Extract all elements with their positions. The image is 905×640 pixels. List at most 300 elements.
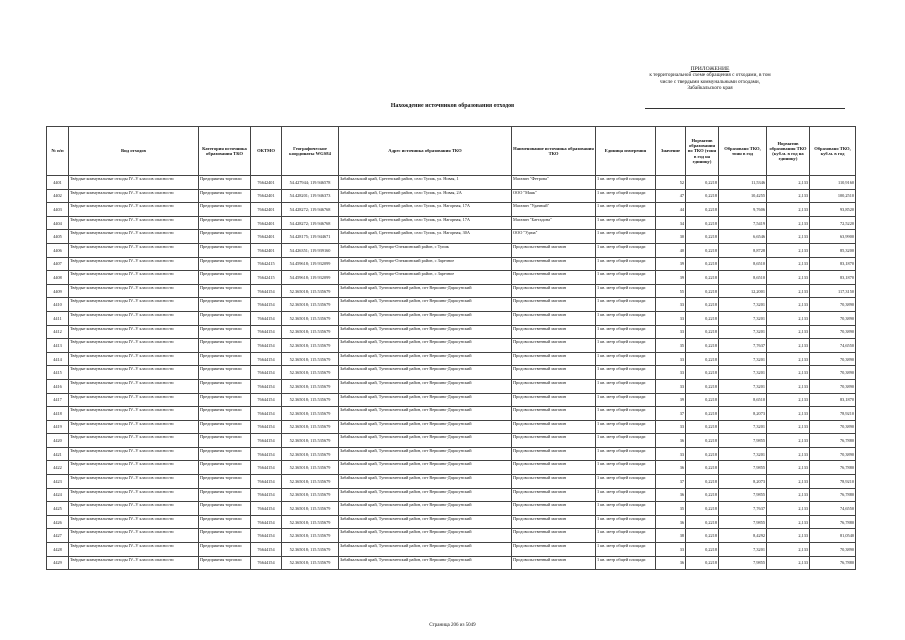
source-name-cell: Продовольственный магазин [512, 379, 596, 393]
category-cell: Предприятия торговли [199, 339, 251, 353]
category-cell: Предприятия торговли [199, 543, 251, 557]
waste-type-cell: Твёрдые коммунальные отходы IV–V классов опасности [69, 271, 199, 285]
norm-cell: 0,2218 [686, 298, 719, 312]
volume-t-cell: 7,3201 [719, 352, 767, 366]
norm-cell: 0,2218 [686, 352, 719, 366]
oktmo-cell: 76644154 [251, 325, 282, 339]
value-cell: 55 [656, 284, 686, 298]
table-row [47, 515, 856, 529]
address-cell: Забайкальский край, Тунгокоченский район, пгт Вершино-Дарасунский [339, 339, 512, 353]
volume-m3-cell: 78,9210 [810, 475, 856, 489]
volume-m3-cell: 70,3890 [810, 366, 856, 380]
header-value: Значение [656, 127, 686, 176]
waste-sources-table-wrapper [46, 126, 855, 570]
volume-t-cell: 7,3201 [719, 311, 767, 325]
norm-m3-cell: 2,133 [767, 434, 810, 448]
appendix-title: ПРИЛОЖЕНИЕ [690, 66, 730, 72]
coords-cell: 52.365018; 115.535679 [282, 502, 339, 516]
address-cell: Забайкальский край, Сретенский район, село Тупик, ул. Нагорная, 17А [339, 216, 512, 230]
table-row [47, 230, 856, 244]
row-number: 4405 [47, 230, 69, 244]
norm-cell: 0,2218 [686, 271, 719, 285]
norm-m3-cell: 2,133 [767, 515, 810, 529]
value-cell: 38 [656, 529, 686, 543]
volume-t-cell: 8,6510 [719, 257, 767, 271]
row-number: 4402 [47, 189, 69, 203]
coords-cell: 52.365018; 115.535679 [282, 339, 339, 353]
norm-m3-cell: 2,133 [767, 284, 810, 298]
coords-cell: 54.428175; 119.944671 [282, 230, 339, 244]
norm-m3-cell: 2,133 [767, 407, 810, 421]
norm-m3-cell: 2,133 [767, 325, 810, 339]
category-cell: Предприятия торговли [199, 366, 251, 380]
norm-m3-cell: 2,133 [767, 420, 810, 434]
waste-type-cell: Твёрдые коммунальные отходы IV–V классов опасности [69, 475, 199, 489]
header-category: Категория источника образования ТКО [199, 127, 251, 176]
row-number: 4408 [47, 271, 69, 285]
unit-cell: 1 кв. метр общей площади [596, 339, 656, 353]
oktmo-cell: 76644154 [251, 311, 282, 325]
table-header-row [47, 127, 856, 176]
value-cell: 35 [656, 339, 686, 353]
norm-cell: 0,2218 [686, 230, 719, 244]
unit-cell: 1 кв. метр общей площади [596, 284, 656, 298]
table-row [47, 556, 856, 570]
norm-m3-cell: 2,133 [767, 176, 810, 190]
category-cell: Предприятия торговли [199, 325, 251, 339]
oktmo-cell: 76642415 [251, 271, 282, 285]
appendix-block [575, 66, 845, 92]
volume-m3-cell: 76,7880 [810, 515, 856, 529]
value-cell: 36 [656, 488, 686, 502]
oktmo-cell: 76644154 [251, 284, 282, 298]
volume-t-cell: 7,9855 [719, 556, 767, 570]
value-cell: 34 [656, 216, 686, 230]
value-cell: 33 [656, 543, 686, 557]
oktmo-cell: 76644154 [251, 543, 282, 557]
waste-type-cell: Твёрдые коммунальные отходы IV–V классов опасности [69, 230, 199, 244]
category-cell: Предприятия торговли [199, 189, 251, 203]
volume-m3-cell: 72,5220 [810, 216, 856, 230]
volume-t-cell: 7,9855 [719, 488, 767, 502]
row-number: 4427 [47, 529, 69, 543]
table-row [47, 434, 856, 448]
coords-cell: 52.365018; 115.535679 [282, 515, 339, 529]
category-cell: Предприятия торговли [199, 488, 251, 502]
source-name-cell: Продовольственный магазин [512, 407, 596, 421]
oktmo-cell: 76644154 [251, 339, 282, 353]
volume-t-cell: 7,3201 [719, 543, 767, 557]
oktmo-cell: 76644154 [251, 379, 282, 393]
volume-m3-cell: 76,7880 [810, 461, 856, 475]
norm-m3-cell: 2,133 [767, 257, 810, 271]
waste-type-cell: Твёрдые коммунальные отходы IV–V классов опасности [69, 529, 199, 543]
unit-cell: 1 кв. метр общей площади [596, 366, 656, 380]
waste-type-cell: Твёрдые коммунальные отходы IV–V классов опасности [69, 447, 199, 461]
unit-cell: 1 кв. метр общей площади [596, 434, 656, 448]
source-name-cell: Продовольственный магазин [512, 298, 596, 312]
norm-cell: 0,2218 [686, 243, 719, 257]
norm-cell: 0,2218 [686, 434, 719, 448]
address-cell: Забайкальский край, Тунгокоченский район, пгт Вершино-Дарасунский [339, 379, 512, 393]
source-name-cell: Магазин "Баттадона" [512, 216, 596, 230]
norm-m3-cell: 2,133 [767, 543, 810, 557]
address-cell: Забайкальский край, Тунгокоченский район, пгт Вершино-Дарасунский [339, 420, 512, 434]
coords-cell: 54.428272; 119.946768 [282, 203, 339, 217]
unit-cell: 1 кв. метр общей площади [596, 379, 656, 393]
header-oktmo: ОКТМО [251, 127, 282, 176]
oktmo-cell: 76644154 [251, 502, 282, 516]
coords-cell: 52.365018; 115.535679 [282, 325, 339, 339]
value-cell: 33 [656, 298, 686, 312]
table-row [47, 488, 856, 502]
unit-cell: 1 кв. метр общей площади [596, 447, 656, 461]
header-unit: Единица измерения [596, 127, 656, 176]
coords-cell: 52.365018; 115.535679 [282, 407, 339, 421]
source-name-cell: Продовольственный магазин [512, 488, 596, 502]
volume-m3-cell: 117,3150 [810, 284, 856, 298]
volume-m3-cell: 83,1870 [810, 393, 856, 407]
norm-m3-cell: 2,133 [767, 461, 810, 475]
address-cell: Забайкальский край, Тунгокоченский район, пгт Вершино-Дарасунский [339, 284, 512, 298]
row-number: 4401 [47, 176, 69, 190]
value-cell: 33 [656, 311, 686, 325]
oktmo-cell: 76642401 [251, 189, 282, 203]
table-row [47, 257, 856, 271]
table-row [47, 475, 856, 489]
table-row [47, 461, 856, 475]
row-number: 4410 [47, 298, 69, 312]
volume-m3-cell: 93,8520 [810, 203, 856, 217]
volume-t-cell: 8,2073 [719, 407, 767, 421]
table-row [47, 447, 856, 461]
waste-type-cell: Твёрдые коммунальные отходы IV–V классов опасности [69, 434, 199, 448]
coords-cell: 52.365018; 115.535679 [282, 366, 339, 380]
row-number: 4424 [47, 488, 69, 502]
source-name-cell: Продовольственный магазин [512, 352, 596, 366]
source-name-cell: ООО "Маяк" [512, 189, 596, 203]
volume-m3-cell: 110,9160 [810, 176, 856, 190]
oktmo-cell: 76644154 [251, 298, 282, 312]
address-cell: Забайкальский край, Тунгиро-Олекминский район, с Тупик [339, 243, 512, 257]
volume-t-cell: 7,9855 [719, 515, 767, 529]
volume-t-cell: 12,2001 [719, 284, 767, 298]
volume-t-cell: 7,7637 [719, 502, 767, 516]
value-cell: 37 [656, 475, 686, 489]
address-cell: Забайкальский край, Тунгокоченский район, пгт Вершино-Дарасунский [339, 556, 512, 570]
norm-m3-cell: 2,133 [767, 379, 810, 393]
row-number: 4411 [47, 311, 69, 325]
address-cell: Забайкальский край, Тунгокоченский район, пгт Вершино-Дарасунский [339, 529, 512, 543]
value-cell: 47 [656, 189, 686, 203]
category-cell: Предприятия торговли [199, 502, 251, 516]
row-number: 4419 [47, 420, 69, 434]
volume-t-cell: 7,3201 [719, 325, 767, 339]
category-cell: Предприятия торговли [199, 475, 251, 489]
row-number: 4429 [47, 556, 69, 570]
waste-type-cell: Твёрдые коммунальные отходы IV–V классов опасности [69, 393, 199, 407]
category-cell: Предприятия торговли [199, 176, 251, 190]
volume-t-cell: 11,5346 [719, 176, 767, 190]
coords-cell: 52.365018; 115.535679 [282, 543, 339, 557]
header-norm: Норматив образования по ТКО (тонн в год на единицу) [686, 127, 719, 176]
waste-type-cell: Твёрдые коммунальные отходы IV–V классов опасности [69, 311, 199, 325]
table-row [47, 284, 856, 298]
volume-m3-cell: 70,3890 [810, 543, 856, 557]
unit-cell: 1 кв. метр общей площади [596, 543, 656, 557]
address-cell: Забайкальский край, Сретенский район, село Тупик, ул. Нагорная, 17А [339, 203, 512, 217]
volume-m3-cell: 70,3890 [810, 298, 856, 312]
source-name-cell: Продовольственный магазин [512, 339, 596, 353]
category-cell: Предприятия торговли [199, 230, 251, 244]
appendix-line: числе с твердыми коммунальными отходами, [659, 78, 760, 85]
waste-type-cell: Твёрдые коммунальные отходы IV–V классов опасности [69, 488, 199, 502]
norm-cell: 0,2218 [686, 543, 719, 557]
waste-type-cell: Твёрдые коммунальные отходы IV–V классов опасности [69, 352, 199, 366]
volume-t-cell: 9,7606 [719, 203, 767, 217]
oktmo-cell: 76644154 [251, 352, 282, 366]
volume-m3-cell: 70,3890 [810, 325, 856, 339]
row-number: 4414 [47, 352, 69, 366]
norm-m3-cell: 2,133 [767, 339, 810, 353]
coords-cell: 54.459618; 119.932099 [282, 271, 339, 285]
waste-type-cell: Твёрдые коммунальные отходы IV–V классов опасности [69, 203, 199, 217]
volume-m3-cell: 76,7880 [810, 556, 856, 570]
coords-cell: 52.365018; 115.535679 [282, 311, 339, 325]
address-cell: Забайкальский край, Тунгокоченский район, пгт Вершино-Дарасунский [339, 298, 512, 312]
norm-m3-cell: 2,133 [767, 502, 810, 516]
norm-cell: 0,2218 [686, 311, 719, 325]
category-cell: Предприятия торговли [199, 529, 251, 543]
volume-t-cell: 7,9855 [719, 461, 767, 475]
coords-cell: 52.365018; 115.535679 [282, 461, 339, 475]
norm-m3-cell: 2,133 [767, 298, 810, 312]
value-cell: 36 [656, 434, 686, 448]
source-name-cell: Магазин "Удачный" [512, 203, 596, 217]
header-address: Адрес источника образования ТКО [339, 127, 512, 176]
norm-cell: 0,2218 [686, 529, 719, 543]
volume-m3-cell: 70,3890 [810, 447, 856, 461]
source-name-cell: Магазин "Фетрова" [512, 176, 596, 190]
table-row [47, 407, 856, 421]
oktmo-cell: 76644154 [251, 366, 282, 380]
table-row [47, 420, 856, 434]
value-cell: 33 [656, 420, 686, 434]
oktmo-cell: 76644154 [251, 420, 282, 434]
norm-m3-cell: 2,133 [767, 271, 810, 285]
norm-m3-cell: 2,133 [767, 475, 810, 489]
coords-cell: 52.365018; 115.535679 [282, 475, 339, 489]
address-cell: Забайкальский край, Тунгокоченский район, пгт Вершино-Дарасунский [339, 447, 512, 461]
oktmo-cell: 76642401 [251, 243, 282, 257]
category-cell: Предприятия торговли [199, 461, 251, 475]
norm-m3-cell: 2,133 [767, 529, 810, 543]
value-cell: 37 [656, 407, 686, 421]
row-number: 4418 [47, 407, 69, 421]
norm-m3-cell: 2,133 [767, 393, 810, 407]
row-number: 4416 [47, 379, 69, 393]
row-number: 4404 [47, 216, 69, 230]
unit-cell: 1 кв. метр общей площади [596, 393, 656, 407]
value-cell: 39 [656, 271, 686, 285]
waste-type-cell: Твёрдые коммунальные отходы IV–V классов опасности [69, 366, 199, 380]
value-cell: 33 [656, 325, 686, 339]
waste-type-cell: Твёрдые коммунальные отходы IV–V классов опасности [69, 420, 199, 434]
category-cell: Предприятия торговли [199, 284, 251, 298]
waste-type-cell: Твёрдые коммунальные отходы IV–V классов опасности [69, 556, 199, 570]
waste-type-cell: Твёрдые коммунальные отходы IV–V классов опасности [69, 339, 199, 353]
unit-cell: 1 кв. метр общей площади [596, 420, 656, 434]
volume-m3-cell: 81,0540 [810, 529, 856, 543]
unit-cell: 1 кв. метр общей площади [596, 352, 656, 366]
table-row [47, 366, 856, 380]
table-row [47, 325, 856, 339]
norm-cell: 0,2218 [686, 176, 719, 190]
source-name-cell: Продовольственный магазин [512, 325, 596, 339]
header-norm-m3: Норматив образования ТКО (куб.м. в год на единицу) [767, 127, 810, 176]
table-row [47, 243, 856, 257]
norm-cell: 0,2218 [686, 502, 719, 516]
address-cell: Забайкальский край, Тунгокоченский район, пгт Вершино-Дарасунский [339, 366, 512, 380]
header-type: Вид отходов [69, 127, 199, 176]
unit-cell: 1 кв. метр общей площади [596, 407, 656, 421]
waste-type-cell: Твёрдые коммунальные отходы IV–V классов опасности [69, 407, 199, 421]
norm-m3-cell: 2,133 [767, 230, 810, 244]
norm-cell: 0,2218 [686, 393, 719, 407]
unit-cell: 1 кв. метр общей площади [596, 488, 656, 502]
volume-t-cell: 7,5419 [719, 216, 767, 230]
coords-cell: 54.459618; 119.932099 [282, 257, 339, 271]
header-n: № п/п [47, 127, 69, 176]
volume-m3-cell: 85,3200 [810, 243, 856, 257]
category-cell: Предприятия торговли [199, 407, 251, 421]
unit-cell: 1 кв. метр общей площади [596, 529, 656, 543]
category-cell: Предприятия торговли [199, 434, 251, 448]
waste-type-cell: Твёрдые коммунальные отходы IV–V классов опасности [69, 284, 199, 298]
row-number: 4428 [47, 543, 69, 557]
waste-sources-table [46, 126, 856, 570]
coords-cell: 52.365018; 115.535679 [282, 284, 339, 298]
unit-cell: 1 кв. метр общей площади [596, 298, 656, 312]
unit-cell: 1 кв. метр общей площади [596, 243, 656, 257]
volume-t-cell: 6,6546 [719, 230, 767, 244]
address-cell: Забайкальский край, Тунгокоченский район, пгт Вершино-Дарасунский [339, 502, 512, 516]
table-row [47, 379, 856, 393]
norm-m3-cell: 2,133 [767, 556, 810, 570]
unit-cell: 1 кв. метр общей площади [596, 556, 656, 570]
norm-cell: 0,2218 [686, 515, 719, 529]
volume-t-cell: 7,3201 [719, 420, 767, 434]
page-title: Нахождение источников образования отходов [390, 103, 515, 109]
oktmo-cell: 76644154 [251, 434, 282, 448]
row-number: 4421 [47, 447, 69, 461]
waste-type-cell: Твёрдые коммунальные отходы IV–V классов опасности [69, 216, 199, 230]
oktmo-cell: 76642401 [251, 216, 282, 230]
norm-cell: 0,2218 [686, 339, 719, 353]
address-cell: Забайкальский край, Сретенский район, село Тупик, ул. Новая, 2А [339, 189, 512, 203]
waste-type-cell: Твёрдые коммунальные отходы IV–V классов опасности [69, 515, 199, 529]
source-name-cell: Продовольственный магазин [512, 461, 596, 475]
address-cell: Забайкальский край, Тунгокоченский район, пгт Вершино-Дарасунский [339, 325, 512, 339]
unit-cell: 1 кв. метр общей площади [596, 176, 656, 190]
volume-t-cell: 7,3201 [719, 366, 767, 380]
coords-cell: 52.365018; 115.535679 [282, 379, 339, 393]
address-cell: Забайкальский край, Тунгокоченский район, пгт Вершино-Дарасунский [339, 461, 512, 475]
norm-cell: 0,2218 [686, 189, 719, 203]
waste-type-cell: Твёрдые коммунальные отходы IV–V классов опасности [69, 243, 199, 257]
volume-m3-cell: 76,7880 [810, 488, 856, 502]
unit-cell: 1 кв. метр общей площади [596, 502, 656, 516]
norm-m3-cell: 2,133 [767, 216, 810, 230]
oktmo-cell: 76644154 [251, 393, 282, 407]
source-name-cell: Продовольственный магазин [512, 475, 596, 489]
coords-cell: 52.365018; 115.535679 [282, 420, 339, 434]
table-row [47, 393, 856, 407]
unit-cell: 1 кв. метр общей площади [596, 461, 656, 475]
volume-m3-cell: 74,6550 [810, 502, 856, 516]
volume-m3-cell: 74,6550 [810, 339, 856, 353]
unit-cell: 1 кв. метр общей площади [596, 203, 656, 217]
unit-cell: 1 кв. метр общей площади [596, 216, 656, 230]
category-cell: Предприятия торговли [199, 393, 251, 407]
source-name-cell: Продовольственный магазин [512, 529, 596, 543]
source-name-cell: ООО "Удача" [512, 230, 596, 244]
category-cell: Предприятия торговли [199, 556, 251, 570]
source-name-cell: Продовольственный магазин [512, 447, 596, 461]
waste-type-cell: Твёрдые коммунальные отходы IV–V классов опасности [69, 189, 199, 203]
unit-cell: 1 кв. метр общей площади [596, 230, 656, 244]
volume-t-cell: 10,4255 [719, 189, 767, 203]
row-number: 4409 [47, 284, 69, 298]
unit-cell: 1 кв. метр общей площади [596, 325, 656, 339]
oktmo-cell: 76642415 [251, 257, 282, 271]
norm-cell: 0,2218 [686, 366, 719, 380]
norm-m3-cell: 2,133 [767, 366, 810, 380]
table-row [47, 339, 856, 353]
row-number: 4417 [47, 393, 69, 407]
volume-t-cell: 8,2073 [719, 475, 767, 489]
norm-m3-cell: 2,133 [767, 311, 810, 325]
row-number: 4412 [47, 325, 69, 339]
source-name-cell: Продовольственный магазин [512, 366, 596, 380]
volume-m3-cell: 70,3890 [810, 352, 856, 366]
value-cell: 52 [656, 176, 686, 190]
value-cell: 39 [656, 257, 686, 271]
address-cell: Забайкальский край, Тунгокоченский район, пгт Вершино-Дарасунский [339, 407, 512, 421]
table-row [47, 298, 856, 312]
row-number: 4407 [47, 257, 69, 271]
value-cell: 30 [656, 230, 686, 244]
coords-cell: 52.365018; 115.535679 [282, 434, 339, 448]
appendix-line: к территориальной схеме обращения с отходами, в том [649, 72, 771, 79]
oktmo-cell: 76644154 [251, 515, 282, 529]
coords-cell: 52.365018; 115.535679 [282, 447, 339, 461]
header-volume-m3: Образовано ТКО, куб.м. в год [810, 127, 856, 176]
value-cell: 36 [656, 556, 686, 570]
waste-type-cell: Твёрдые коммунальные отходы IV–V классов опасности [69, 543, 199, 557]
volume-m3-cell: 70,3890 [810, 420, 856, 434]
source-name-cell: Продовольственный магазин [512, 271, 596, 285]
table-row [47, 176, 856, 190]
address-cell: Забайкальский край, Тунгокоченский район, пгт Вершино-Дарасунский [339, 311, 512, 325]
waste-type-cell: Твёрдые коммунальные отходы IV–V классов опасности [69, 461, 199, 475]
value-cell: 33 [656, 447, 686, 461]
norm-m3-cell: 2,133 [767, 189, 810, 203]
source-name-cell: Продовольственный магазин [512, 502, 596, 516]
waste-type-cell: Твёрдые коммунальные отходы IV–V классов опасности [69, 257, 199, 271]
norm-cell: 0,2218 [686, 488, 719, 502]
norm-m3-cell: 2,133 [767, 352, 810, 366]
